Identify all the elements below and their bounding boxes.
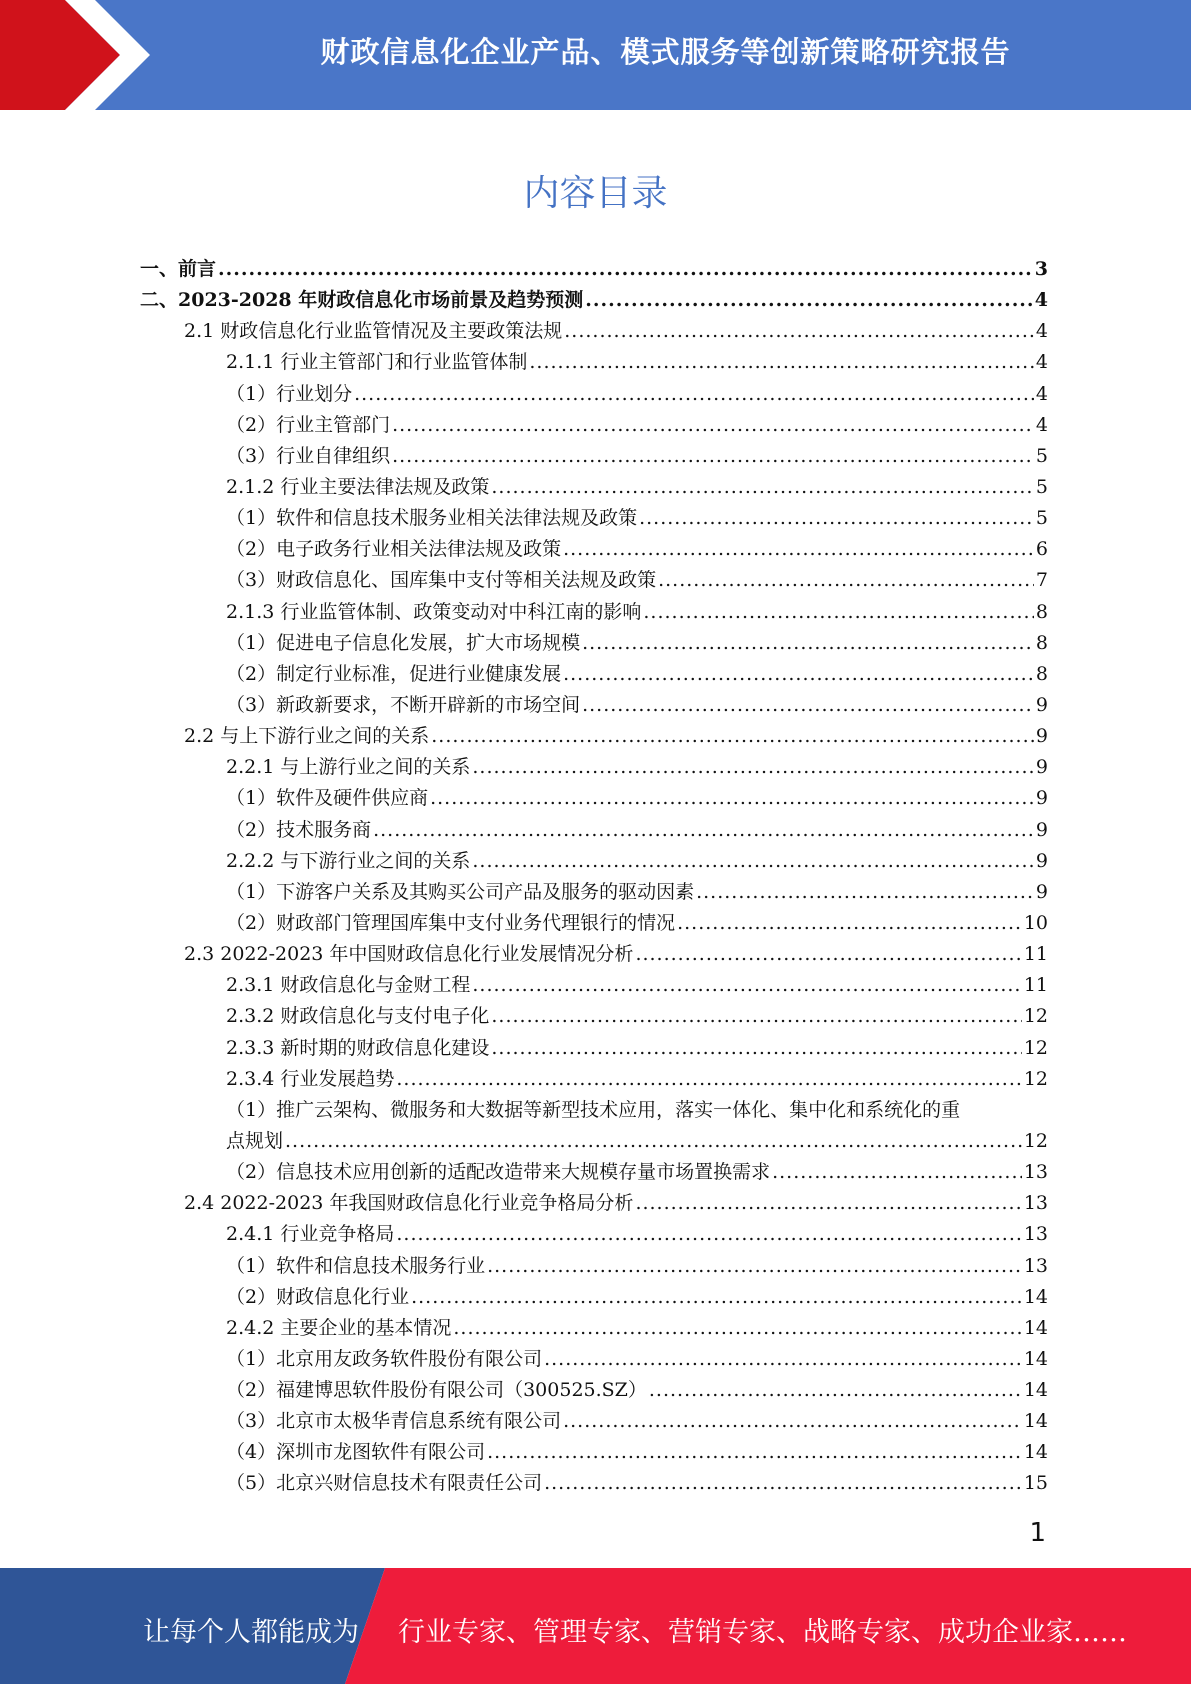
toc-entry-title: （5）北京兴财信息技术有限责任公司 xyxy=(226,1472,543,1495)
toc-leader-dots xyxy=(635,939,1021,970)
toc-entry-page: 14 xyxy=(1023,1379,1048,1402)
toc-entry[interactable] xyxy=(140,503,1048,534)
toc-entry-title: （1）北京用友政务软件股份有限公司 xyxy=(226,1347,543,1370)
toc-entry-page: 11 xyxy=(1023,974,1048,997)
toc-entry-title: 2.4 2022-2023 年我国财政信息化行业竞争格局分析 xyxy=(184,1192,634,1215)
toc-entry[interactable] xyxy=(140,815,1048,846)
toc-entry[interactable] xyxy=(140,908,1048,939)
toc-leader-dots xyxy=(373,815,1034,846)
toc-entry-title: 2.2 与上下游行业之间的关系 xyxy=(184,725,430,748)
toc-entry-title: （1）行业划分 xyxy=(226,382,353,405)
toc-entry[interactable] xyxy=(140,472,1048,503)
toc-leader-dots xyxy=(411,1282,1022,1313)
toc-entry-page: 12 xyxy=(1023,1036,1048,1059)
toc-entry[interactable] xyxy=(140,1095,1048,1126)
toc-leader-dots xyxy=(696,877,1034,908)
toc-entry[interactable] xyxy=(140,565,1048,596)
toc-entry[interactable] xyxy=(140,1064,1048,1095)
toc-entry-title: （3）北京市太极华青信息系统有限公司 xyxy=(226,1410,562,1433)
toc-entry-title: 2.3.2 财政信息化与支付电子化 xyxy=(226,1005,490,1028)
toc-leader-dots xyxy=(585,285,1033,316)
toc-leader-dots xyxy=(354,379,1034,410)
toc-entry-page: 14 xyxy=(1023,1347,1048,1370)
toc-entry[interactable] xyxy=(140,1157,1048,1188)
toc-entry-page: 5 xyxy=(1035,444,1048,467)
toc-entry-page: 9 xyxy=(1035,849,1048,872)
toc-entry[interactable] xyxy=(140,939,1048,970)
toc-entry-title: （3）财政信息化、国库集中支付等相关法规及政策 xyxy=(226,569,657,592)
toc-leader-dots xyxy=(396,1219,1021,1250)
toc-entry-page: 12 xyxy=(1023,1129,1048,1152)
toc-leader-dots xyxy=(544,1468,1022,1499)
toc-entry-page: 14 xyxy=(1023,1441,1048,1464)
toc-entry[interactable] xyxy=(140,254,1048,285)
toc-entry-page: 6 xyxy=(1035,538,1048,561)
toc-entry-title: （2）福建博思软件股份有限公司（300525.SZ） xyxy=(226,1379,647,1402)
toc-leader-dots xyxy=(639,503,1034,534)
toc-entry-title: 2.3 2022-2023 年中国财政信息化行业发展情况分析 xyxy=(184,943,634,966)
toc-leader-dots xyxy=(487,1251,1022,1282)
toc-leader-dots xyxy=(544,1344,1022,1375)
toc-entry-title: 2.1.3 行业监管体制、政策变动对中科江南的影响 xyxy=(226,600,642,623)
toc-entry-title: （1）软件及硬件供应商 xyxy=(226,787,429,810)
toc-entry-title: （2）电子政务行业相关法律法规及政策 xyxy=(226,538,562,561)
toc-entry[interactable] xyxy=(140,1282,1048,1313)
toc-entry-title: 2.1.1 行业主管部门和行业监管体制 xyxy=(226,351,528,374)
toc-entry-page: 9 xyxy=(1035,787,1048,810)
toc-entry-title: （2）技术服务商 xyxy=(226,818,372,841)
toc-entry-title: 一、前言 xyxy=(140,258,217,280)
report-header xyxy=(0,0,1191,110)
toc-leader-dots xyxy=(563,534,1034,565)
toc-entry-page: 4 xyxy=(1035,351,1048,374)
toc-entry-page: 5 xyxy=(1035,475,1048,498)
toc-leader-dots xyxy=(430,783,1034,814)
toc-leader-dots xyxy=(563,1406,1022,1437)
toc-entry[interactable] xyxy=(140,752,1048,783)
toc-leader-dots xyxy=(582,628,1034,659)
toc-entry-page: 9 xyxy=(1035,725,1048,748)
toc-entry[interactable] xyxy=(140,534,1048,565)
toc-entry-page: 12 xyxy=(1023,1067,1048,1090)
toc-entry[interactable] xyxy=(140,1375,1048,1406)
toc-entry-title: （1）促进电子信息化发展，扩大市场规模 xyxy=(226,631,581,654)
toc-entry-title: 2.2.2 与下游行业之间的关系 xyxy=(226,849,471,872)
toc-heading: 内容目录 xyxy=(523,173,668,214)
toc-leader-dots xyxy=(643,597,1034,628)
toc-entry[interactable] xyxy=(140,1437,1048,1468)
toc-entry[interactable] xyxy=(140,877,1048,908)
toc-entry-page: 8 xyxy=(1035,600,1048,623)
toc-entry-title: （2）财政信息化行业 xyxy=(226,1285,410,1308)
toc-entry[interactable] xyxy=(140,441,1048,472)
toc-entry-title: （1）推广云架构、微服务和大数据等新型技术应用，落实一体化、集中化和系统化的重 xyxy=(226,1098,961,1121)
toc-entry-title: （1）软件和信息技术服务业相关法律法规及政策 xyxy=(226,507,638,530)
toc-entry[interactable] xyxy=(140,316,1048,347)
toc-leader-dots xyxy=(677,908,1022,939)
toc-entry-title: 2.3.3 新时期的财政信息化建设 xyxy=(226,1036,490,1059)
toc-entry[interactable] xyxy=(140,1344,1048,1375)
toc-entry[interactable] xyxy=(140,690,1048,721)
toc-entry-title: 2.1 财政信息化行业监管情况及主要政策法规 xyxy=(184,320,563,343)
toc-entry[interactable] xyxy=(140,1033,1048,1064)
toc-entry[interactable] xyxy=(140,597,1048,628)
toc-entry[interactable] xyxy=(140,1219,1048,1250)
toc-entry-title: 2.4.1 行业竞争格局 xyxy=(226,1223,395,1246)
toc-leader-dots xyxy=(491,1001,1021,1032)
toc-leader-dots xyxy=(564,316,1034,347)
toc-leader-dots xyxy=(472,846,1034,877)
toc-entry-continuation[interactable] xyxy=(140,1126,1048,1157)
toc-entry-page: 8 xyxy=(1035,662,1048,685)
toc-entry-page: 3 xyxy=(1034,258,1048,280)
toc-entry-page: 9 xyxy=(1035,880,1048,903)
toc-leader-dots xyxy=(392,410,1034,441)
toc-entry-page: 9 xyxy=(1035,756,1048,779)
table-of-contents xyxy=(140,254,1048,1500)
toc-entry-page: 13 xyxy=(1023,1254,1048,1277)
toc-entry-title: 2.3.1 财政信息化与金财工程 xyxy=(226,974,471,997)
toc-entry-page: 4 xyxy=(1034,289,1048,312)
toc-leader-dots xyxy=(218,254,1033,285)
toc-entry[interactable] xyxy=(140,659,1048,690)
toc-leader-dots xyxy=(396,1064,1021,1095)
toc-entry-page: 11 xyxy=(1023,943,1048,966)
toc-entry-page: 10 xyxy=(1023,911,1048,934)
toc-leader-dots xyxy=(582,690,1034,721)
toc-entry-title: （3）新政新要求，不断开辟新的市场空间 xyxy=(226,693,581,716)
toc-entry[interactable] xyxy=(140,347,1048,378)
toc-leader-dots xyxy=(649,1375,1022,1406)
footer-slogan-left: 让每个人都能成为 xyxy=(143,1617,359,1648)
toc-entry-title: （3）行业自律组织 xyxy=(226,444,391,467)
toc-leader-dots xyxy=(529,347,1034,378)
toc-leader-dots xyxy=(431,721,1034,752)
toc-entry[interactable] xyxy=(140,846,1048,877)
toc-entry-page: 4 xyxy=(1035,320,1048,343)
toc-leader-dots xyxy=(772,1157,1022,1188)
toc-entry-title: 2.3.4 行业发展趋势 xyxy=(226,1067,395,1090)
toc-entry[interactable] xyxy=(140,410,1048,441)
toc-entry-page: 13 xyxy=(1023,1192,1048,1215)
toc-entry-title: （2）财政部门管理国库集中支付业务代理银行的情况 xyxy=(226,911,676,934)
toc-entry-page: 14 xyxy=(1023,1316,1048,1339)
toc-entry-page: 13 xyxy=(1023,1223,1048,1246)
toc-entry[interactable] xyxy=(140,1251,1048,1282)
toc-entry-title: （1）软件和信息技术服务行业 xyxy=(226,1254,486,1277)
report-title: 财政信息化企业产品、模式服务等创新策略研究报告 xyxy=(320,35,1011,69)
toc-leader-dots xyxy=(472,970,1021,1001)
toc-entry-page: 9 xyxy=(1035,693,1048,716)
toc-leader-dots xyxy=(658,565,1034,596)
toc-entry-page: 5 xyxy=(1035,507,1048,530)
toc-leader-dots xyxy=(285,1126,1022,1157)
toc-entry-page: 4 xyxy=(1035,382,1048,405)
toc-leader-dots xyxy=(487,1437,1022,1468)
toc-leader-dots xyxy=(563,659,1034,690)
toc-entry[interactable] xyxy=(140,783,1048,814)
toc-entry-title: （1）下游客户关系及其购买公司产品及服务的驱动因素 xyxy=(226,880,695,903)
toc-leader-dots xyxy=(491,472,1034,503)
toc-entry[interactable] xyxy=(140,721,1048,752)
toc-entry[interactable] xyxy=(140,1468,1048,1499)
toc-entry-page: 9 xyxy=(1035,818,1048,841)
toc-entry-title: 2.2.1 与上游行业之间的关系 xyxy=(226,756,471,779)
footer-slogan-right: 行业专家、管理专家、营销专家、战略专家、成功企业家…… xyxy=(398,1617,1127,1648)
toc-entry-page: 7 xyxy=(1035,569,1048,592)
toc-entry-title-continuation: 点规划 xyxy=(226,1129,284,1152)
toc-entry-title: 2.1.2 行业主要法律法规及政策 xyxy=(226,475,490,498)
toc-entry[interactable] xyxy=(140,1188,1048,1219)
toc-entry-page: 8 xyxy=(1035,631,1048,654)
toc-leader-dots xyxy=(635,1188,1021,1219)
page-footer xyxy=(0,1568,1191,1684)
toc-leader-dots xyxy=(472,752,1034,783)
toc-entry-title: （2）行业主管部门 xyxy=(226,413,391,436)
toc-entry-title: （2）制定行业标准，促进行业健康发展 xyxy=(226,662,562,685)
toc-leader-dots xyxy=(453,1313,1021,1344)
toc-leader-dots xyxy=(491,1033,1021,1064)
toc-entry[interactable] xyxy=(140,379,1048,410)
toc-entry[interactable] xyxy=(140,1001,1048,1032)
toc-entry-title: （2）信息技术应用创新的适配改造带来大规模存量市场置换需求 xyxy=(226,1161,771,1184)
toc-entry-title: 2.4.2 主要企业的基本情况 xyxy=(226,1316,452,1339)
toc-entry-page: 12 xyxy=(1023,1005,1048,1028)
toc-entry-page: 13 xyxy=(1023,1161,1048,1184)
toc-entry-page: 4 xyxy=(1035,413,1048,436)
toc-entry[interactable] xyxy=(140,970,1048,1001)
toc-entry[interactable] xyxy=(140,285,1048,316)
toc-entry-title: （4）深圳市龙图软件有限公司 xyxy=(226,1441,486,1464)
toc-entry-title: 二、2023-2028 年财政信息化市场前景及趋势预测 xyxy=(140,289,584,312)
toc-leader-dots xyxy=(392,441,1034,472)
toc-entry[interactable] xyxy=(140,628,1048,659)
toc-entry-page: 14 xyxy=(1023,1410,1048,1433)
page-number: 1 xyxy=(1029,1518,1046,1548)
toc-entry-page: 15 xyxy=(1023,1472,1048,1495)
toc-entry[interactable] xyxy=(140,1313,1048,1344)
toc-entry-page: 14 xyxy=(1023,1285,1048,1308)
toc-entry[interactable] xyxy=(140,1406,1048,1437)
